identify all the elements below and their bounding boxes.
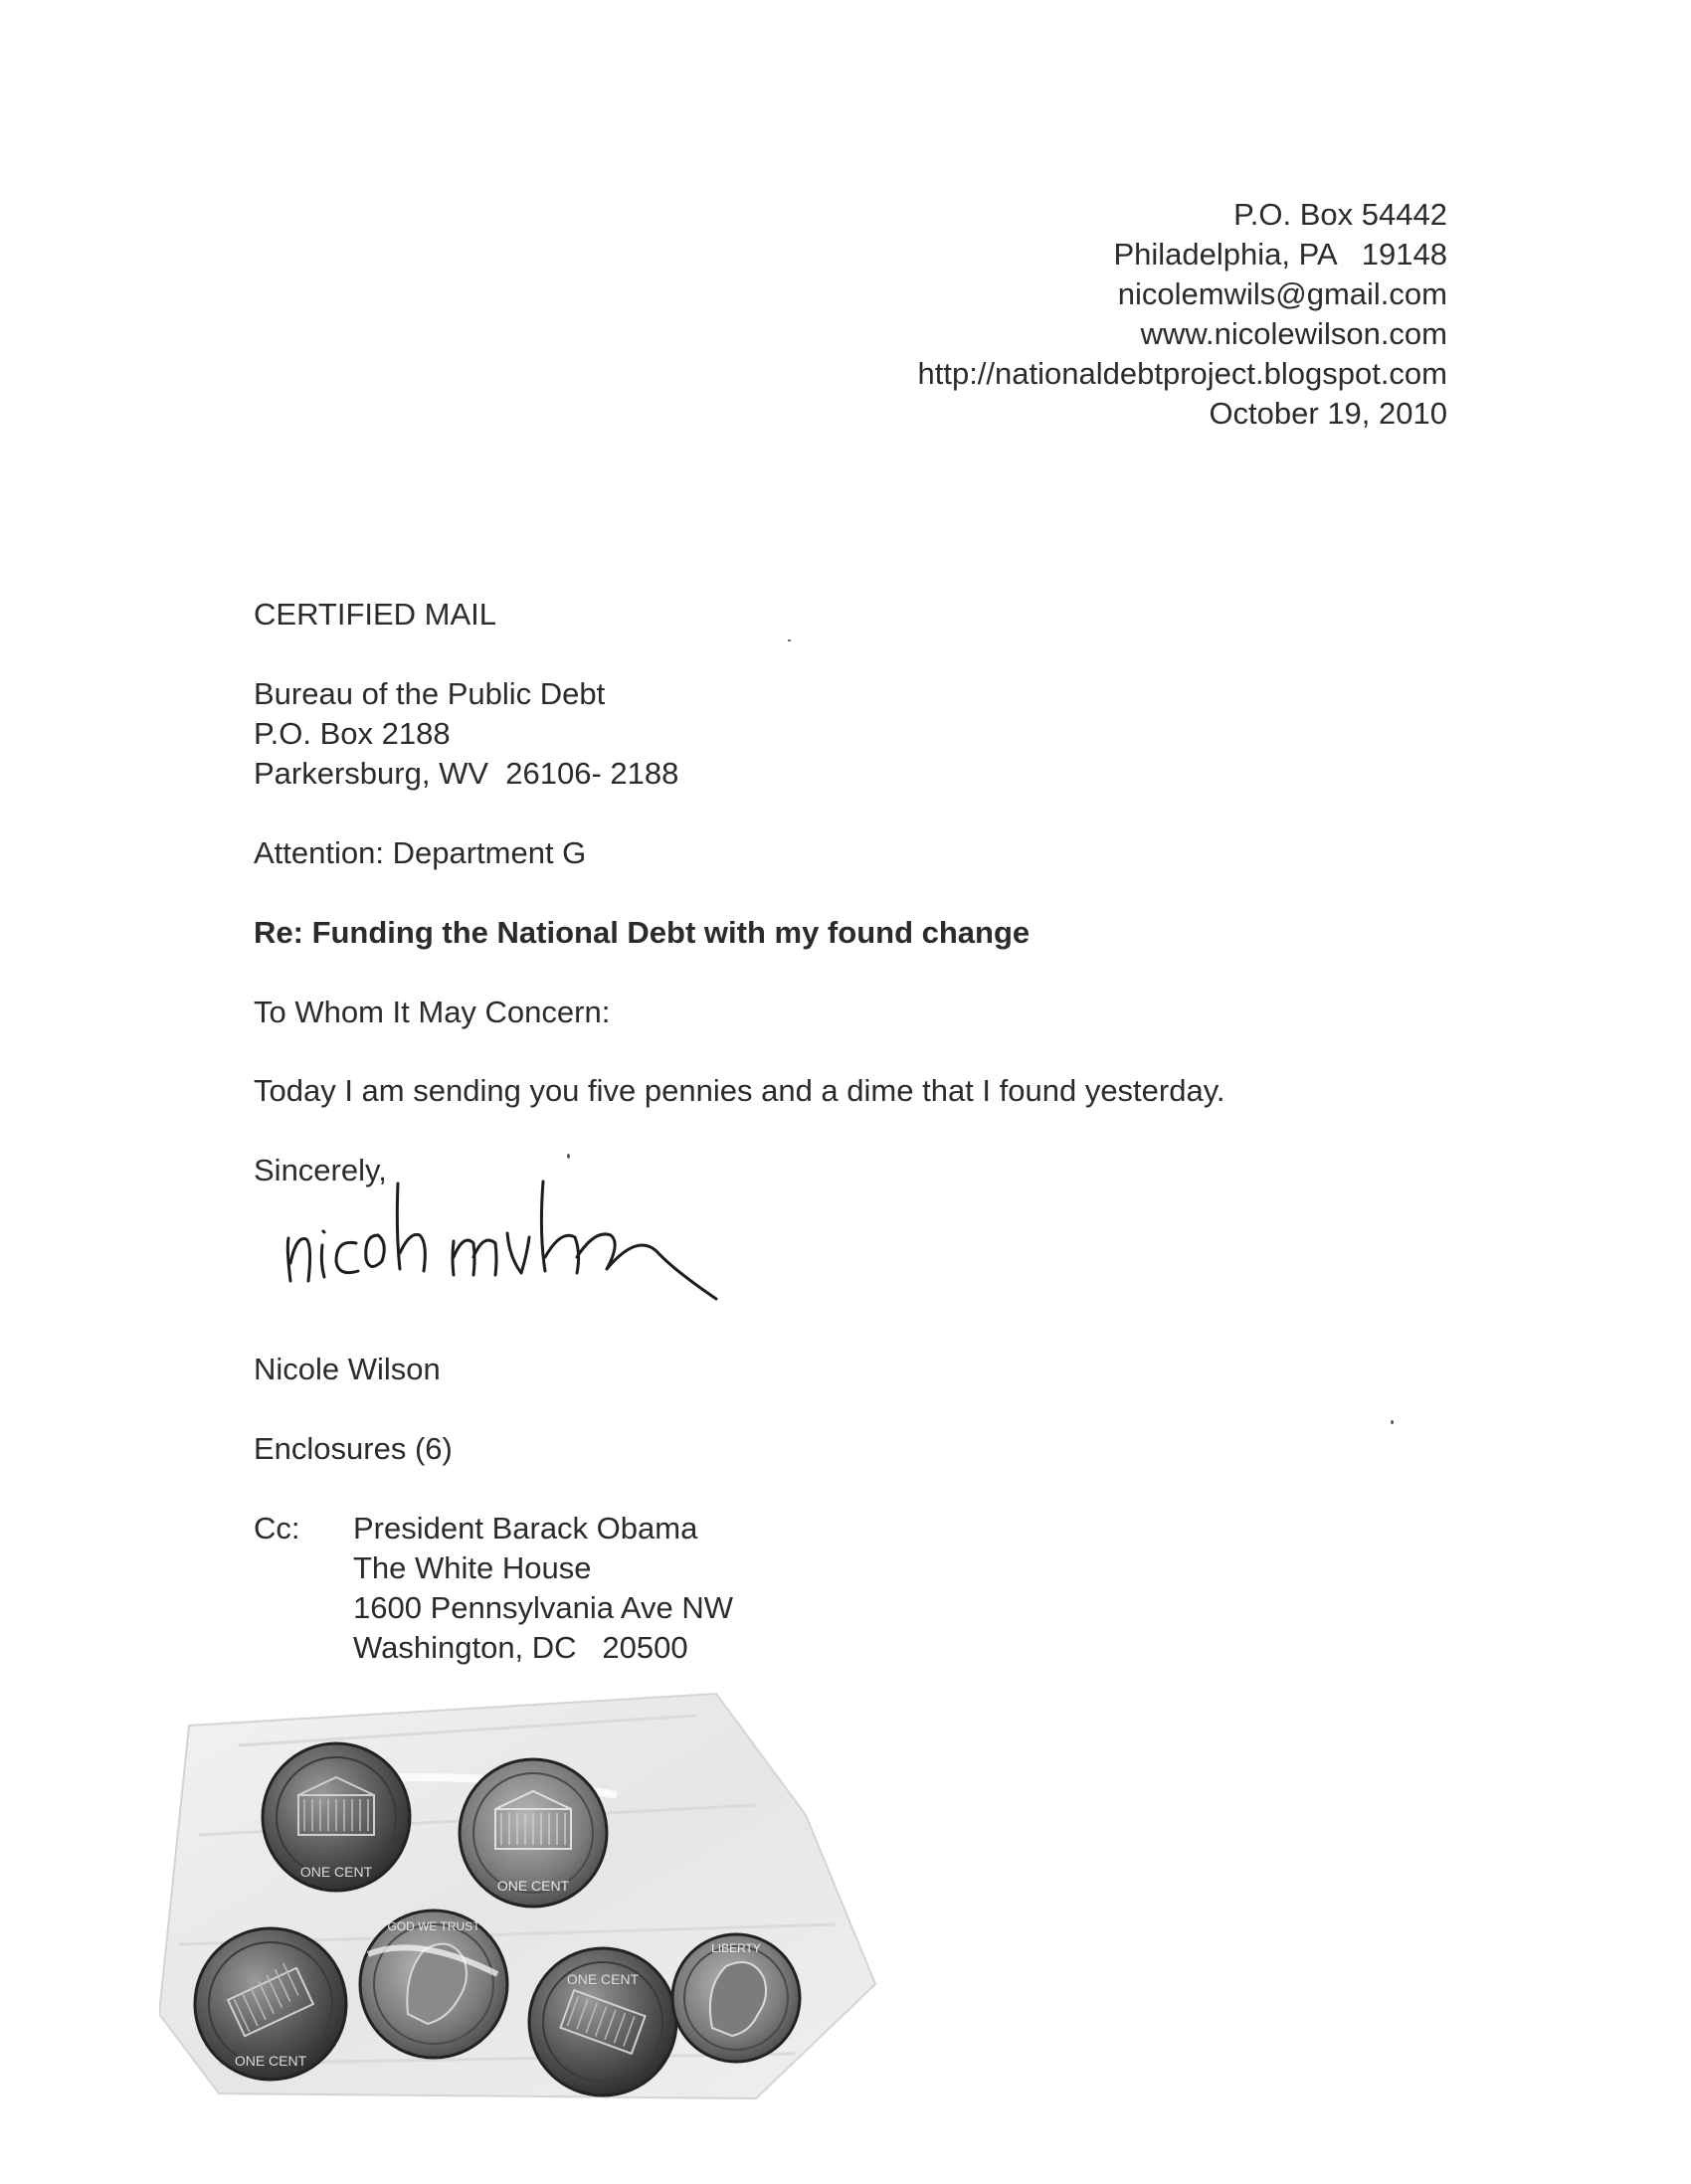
letter-body: Today I am sending you five pennies and a dime that I found yesterday. (254, 1073, 1225, 1108)
coin-label: GOD WE TRUST (387, 1919, 480, 1933)
recipient-po-box: P.O. Box 2188 (254, 716, 451, 751)
coin-label: LIBERTY (711, 1941, 761, 1955)
cc-line: Washington, DC 20500 (353, 1630, 688, 1665)
cc-address (353, 1509, 733, 1668)
sender-city-line: Philadelphia, PA 19148 (1113, 237, 1447, 272)
cc-line: The White House (353, 1550, 592, 1585)
cc-block (254, 1509, 733, 1668)
coin-label: ONE CENT (566, 1971, 640, 1987)
enclosures-line: Enclosures (6) (254, 1431, 453, 1466)
sender-website: www.nicolewilson.com (1140, 316, 1447, 351)
recipient-address-block (254, 674, 678, 794)
cc-label: Cc: (254, 1511, 300, 1546)
recipient-city-line: Parkersburg, WV 26106- 2188 (254, 756, 679, 791)
penny-coin-icon (360, 1911, 507, 2058)
letter-date: October 19, 2010 (1209, 396, 1447, 431)
dime-coin-icon (672, 1934, 800, 2062)
attention-line: Attention: Department G (254, 835, 587, 870)
paper-speck (1391, 1420, 1394, 1424)
coin-label: ONE CENT (496, 1878, 570, 1894)
signer-name: Nicole Wilson (254, 1352, 441, 1386)
penny-coin-icon (263, 1743, 410, 1891)
sender-address-block (917, 195, 1447, 434)
coin-label: ONE CENT (234, 2053, 307, 2069)
coin-label: ONE CENT (299, 1864, 373, 1880)
sender-po-box: P.O. Box 54442 (1233, 197, 1447, 232)
cc-line: 1600 Pennsylvania Ave NW (353, 1590, 733, 1625)
subject-line: Re: Funding the National Debt with my found change (254, 915, 1031, 950)
handwritten-signature (279, 1174, 836, 1303)
penny-coin-icon (529, 1948, 676, 2095)
closing: Sincerely, (254, 1153, 387, 1187)
cc-line: President Barack Obama (353, 1511, 698, 1546)
sender-blog: http://nationaldebtproject.blogspot.com (917, 356, 1447, 391)
salutation: To Whom It May Concern: (254, 995, 611, 1029)
recipient-name: Bureau of the Public Debt (254, 676, 606, 711)
sender-email: nicolemwils@gmail.com (1117, 276, 1447, 311)
paper-speck (567, 1154, 570, 1159)
enclosed-coins-photo (159, 1686, 885, 2108)
penny-coin-icon (195, 1928, 346, 2080)
penny-coin-icon (460, 1759, 607, 1907)
delivery-method: CERTIFIED MAIL (254, 597, 497, 632)
paper-speck (788, 639, 791, 641)
